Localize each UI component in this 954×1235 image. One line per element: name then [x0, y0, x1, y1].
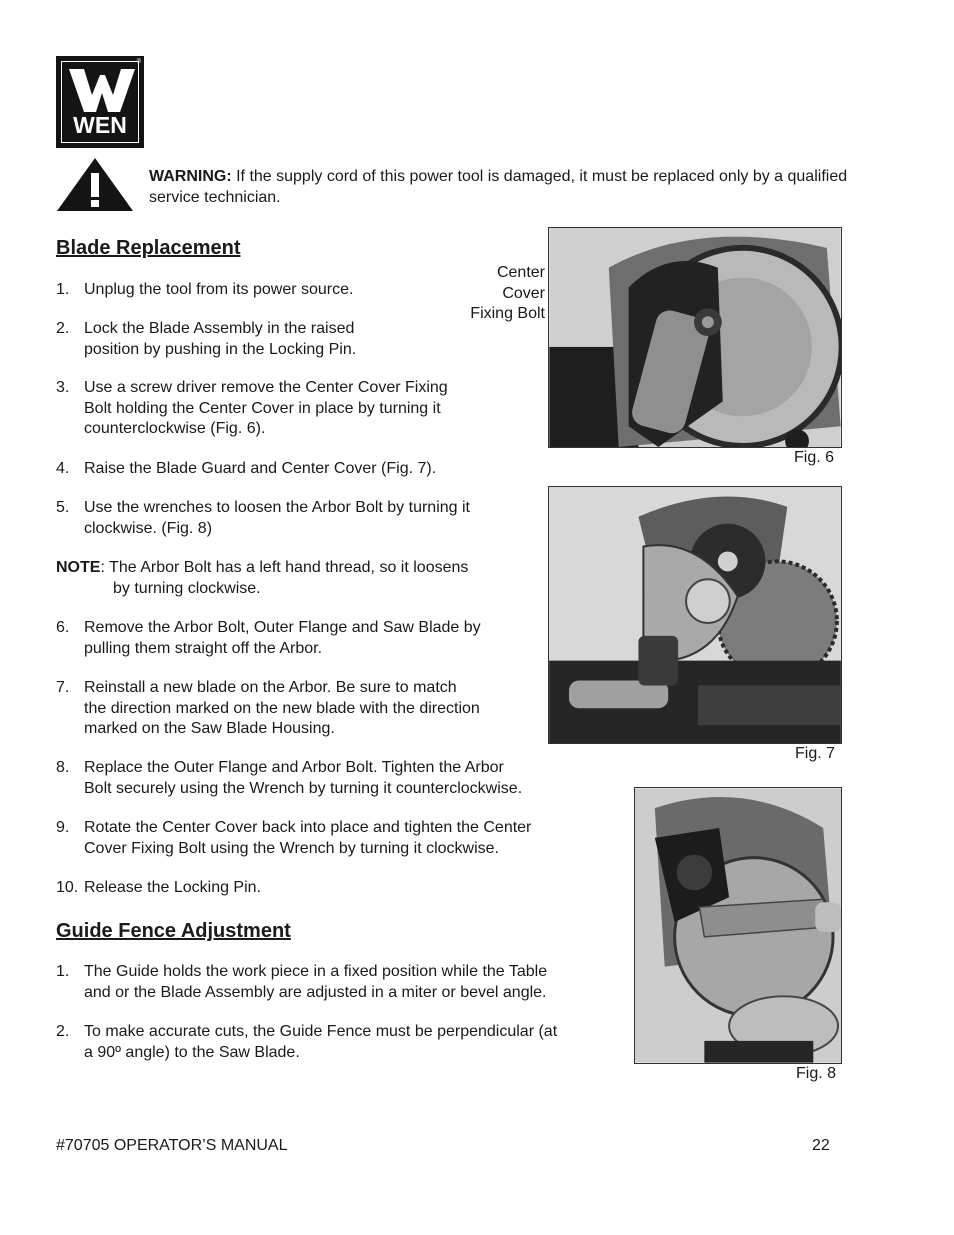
wen-logo	[56, 56, 144, 148]
blade-step-10: 10. Release the Locking Pin.	[56, 879, 261, 896]
warning-triangle-icon	[56, 157, 134, 212]
fig-6-caption: Fig. 6	[794, 449, 835, 466]
blade-step-4: 4. Raise the Blade Guard and Center Cover (Fig. 7).	[56, 460, 437, 477]
blade-step-1: 1. Unplug the tool from its power source.	[56, 281, 354, 298]
note-left-hand-thread: NOTE: The Arbor Bolt has a left hand thread, so it loosens by turning clockwise.	[56, 559, 469, 597]
blade-step-5: 5. Use the wrenches to loosen the Arbor Bolt by turning it clockwise. (Fig. 8)	[56, 499, 470, 537]
fig-7-photo	[548, 486, 842, 744]
registered-mark: ®	[136, 59, 141, 65]
blade-replacement-heading: Blade Replacement	[56, 237, 241, 259]
blade-step-9: 9. Rotate the Center Cover back into place and tighten the Center Cover Fixing Bolt using the Wrench by turning it clockwise.	[56, 819, 532, 857]
guide-fence-heading: Guide Fence Adjustment	[56, 920, 291, 942]
footer-manual-title: #70705 OPERATOR’S MANUAL	[56, 1137, 288, 1154]
blade-step-6: 6. Remove the Arbor Bolt, Outer Flange and Saw Blade by pulling them straight off the Arbor.	[56, 619, 481, 657]
warning-body: If the supply cord of this power tool is damaged, it must be replaced only by a qualified service technician.	[149, 168, 848, 206]
fig-8-photo	[634, 787, 842, 1064]
warning-text	[149, 166, 849, 208]
fence-step-1: 1. The Guide holds the work piece in a fixed position while the Table and or the Blade Assembly are adjusted in a miter or bevel angle.	[56, 963, 548, 1001]
fig-8-caption: Fig. 8	[796, 1065, 837, 1082]
fig-6-photo	[548, 227, 842, 448]
note-label: NOTE	[56, 559, 101, 576]
footer-page-number: 22	[812, 1137, 830, 1154]
center-cover-fixing-bolt-callout: Center Cover Fixing Bolt	[470, 264, 545, 322]
w-logo-mark-icon	[65, 65, 139, 115]
blade-step-8: 8. Replace the Outer Flange and Arbor Bolt. Tighten the Arbor Bolt securely using the Wrench by turning it counterclockwise.	[56, 759, 523, 797]
fig-7-caption: Fig. 7	[795, 745, 836, 762]
logo-text: WEN	[73, 112, 127, 138]
blade-step-3: 3. Use a screw driver remove the Center Cover Fixing Bolt holding the Center Cover in place by turning it counterclockwise (Fig. 6).	[56, 379, 448, 437]
warning-label: WARNING:	[149, 168, 232, 185]
fence-step-2: 2. To make accurate cuts, the Guide Fence must be perpendicular (at a 90º angle) to the Saw Blade.	[56, 1023, 558, 1061]
blade-step-7: 7. Reinstall a new blade on the Arbor. Be sure to match the direction marked on the new blade with the direction marked on the Saw Blade Housing.	[56, 679, 480, 737]
blade-step-2: 2. Lock the Blade Assembly in the raised position by pushing in the Locking Pin.	[56, 320, 357, 358]
